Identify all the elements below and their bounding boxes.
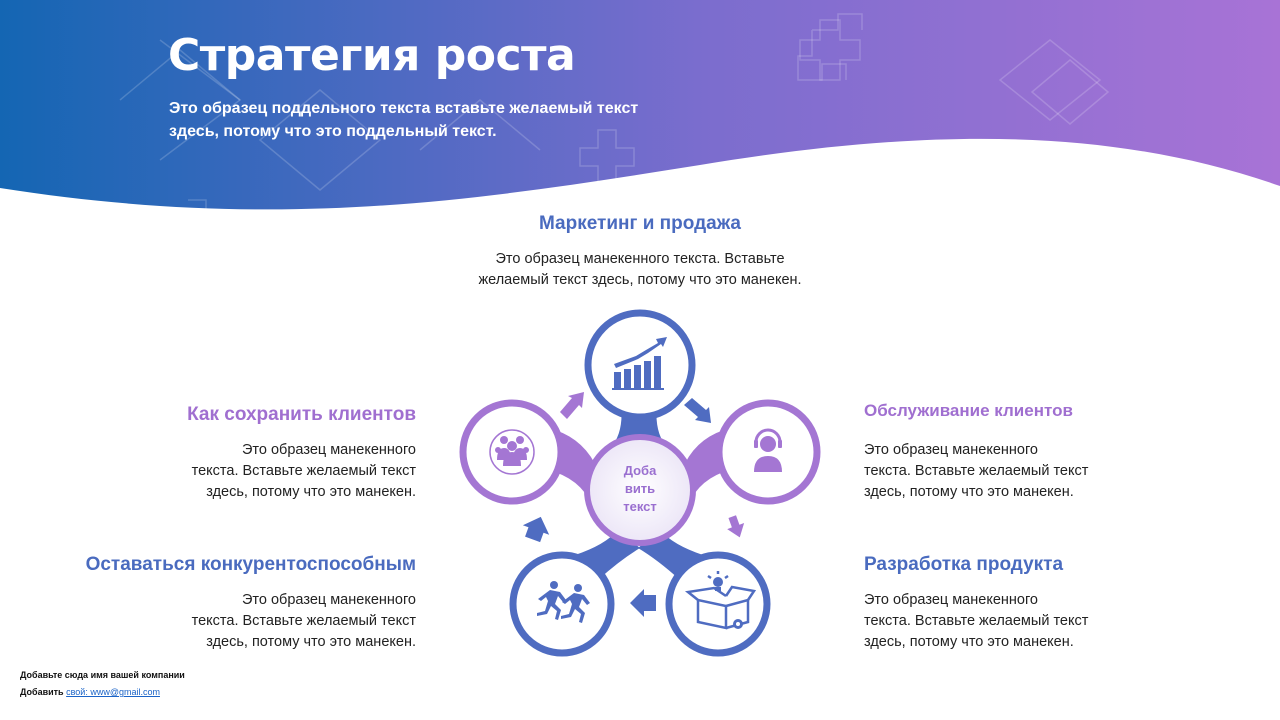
product-title: Разработка продукта xyxy=(864,554,1064,575)
marketing-text-line: желаемый текст здесь, потому что это манекен. xyxy=(478,272,802,288)
page-title: Стратегия роста xyxy=(168,30,576,81)
competitive-title: Оставаться конкурентоспособным xyxy=(85,554,416,575)
footer-email xyxy=(20,687,160,697)
competitive-text xyxy=(116,590,416,653)
service-text xyxy=(864,440,1184,503)
marketing-text-line: Это образец манекенного текста. Вставьте xyxy=(495,251,785,267)
retention-text-line: Это образец манекенного xyxy=(242,442,416,458)
service-text-line: здесь, потому что это манекен. xyxy=(864,484,1074,500)
product-text-line: здесь, потому что это манекен. xyxy=(864,634,1074,650)
product-text xyxy=(864,590,1184,653)
center-label-line-3: текст xyxy=(623,499,657,514)
competitive-text-line: Это образец манекенного xyxy=(242,592,416,608)
center-label-line-2: вить xyxy=(624,481,656,496)
competitive-text-line: текста. Вставьте желаемый текст xyxy=(191,613,416,629)
competitive-text-line: здесь, потому что это манекен. xyxy=(206,634,416,650)
footer-company: Добавьте сюда имя вашей компании xyxy=(20,670,185,680)
center-label xyxy=(623,463,657,514)
product-text-line: текста. Вставьте желаемый текст xyxy=(864,613,1089,629)
footer-email-prefix: Добавить xyxy=(20,687,64,697)
product-text-line: Это образец манекенного xyxy=(864,592,1038,608)
page-subtitle: Это образец поддельного текста вставьте желаемый текст здесь, потому что это поддельный текст. xyxy=(169,100,639,140)
node-competitive xyxy=(513,555,611,653)
footer-email-link[interactable]: свой: www@gmail.com xyxy=(66,687,160,697)
retention-title: Как сохранить клиентов xyxy=(187,404,416,425)
retention-text-line: здесь, потому что это манекен. xyxy=(206,484,416,500)
retention-text xyxy=(116,440,416,503)
marketing-text xyxy=(440,249,840,291)
service-text-line: текста. Вставьте желаемый текст xyxy=(864,463,1089,479)
service-text-line: Это образец манекенного xyxy=(864,442,1038,458)
retention-text-line: текста. Вставьте желаемый текст xyxy=(191,463,416,479)
marketing-title: Маркетинг и продажа xyxy=(538,213,741,234)
service-title: Обслуживание клиентов xyxy=(864,401,1073,420)
center-label-line-1: Доба xyxy=(623,463,657,478)
